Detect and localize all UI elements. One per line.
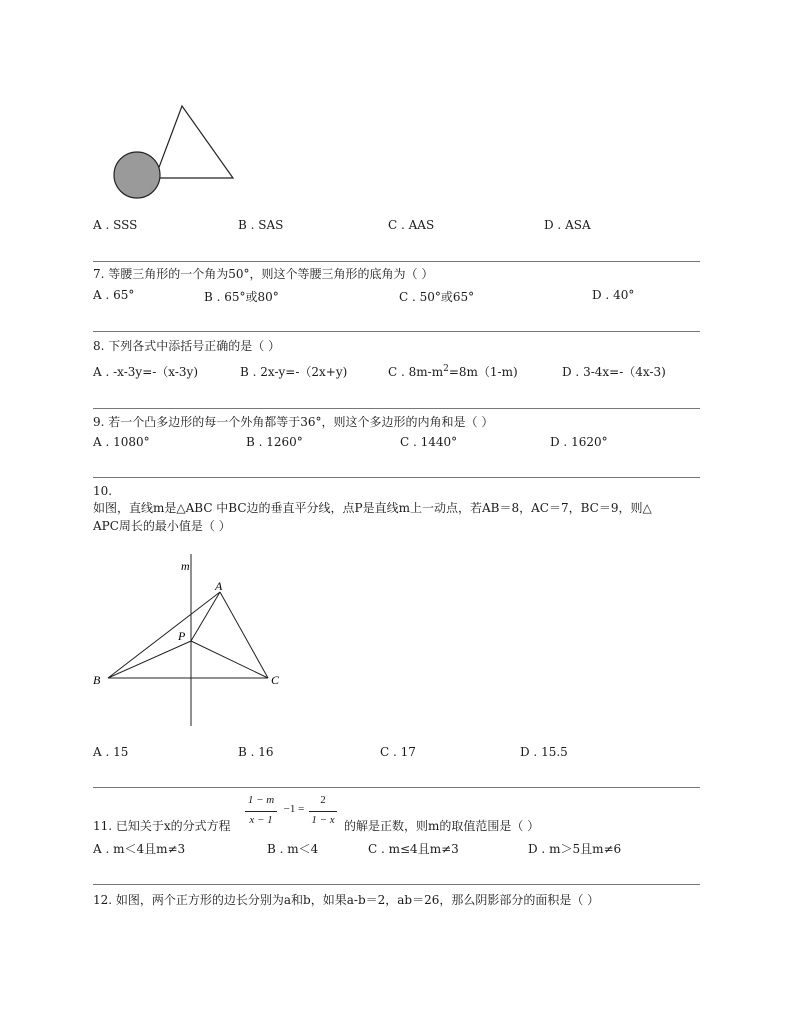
q10-figure <box>88 550 298 730</box>
divider-q12 <box>93 884 700 885</box>
q10-stem-line2: APC周长的最小值是（ ） <box>93 519 231 533</box>
label-b: B <box>93 673 101 687</box>
label-a: A <box>215 579 223 593</box>
q7-stem: 7. 等腰三角形的一个角为50°，则这个等腰三角形的底角为（ ） <box>93 267 434 281</box>
q6-option-c[interactable]: C . AAS <box>388 218 435 232</box>
divider-q10 <box>93 477 700 478</box>
eq-fraction-bar-2 <box>309 811 337 812</box>
q8-option-c-exponent: 2 <box>443 364 449 374</box>
q7-option-d[interactable]: D . 40° <box>592 288 635 302</box>
q11-equation <box>244 794 340 838</box>
q10-option-b[interactable]: B . 16 <box>238 745 274 759</box>
eq-middle: −1 = <box>283 803 305 815</box>
label-p: P <box>178 629 186 643</box>
q9-option-b[interactable]: B . 1260° <box>246 435 303 449</box>
label-c: C <box>271 673 280 687</box>
q10-option-c[interactable]: C . 17 <box>380 745 416 759</box>
q7-option-c[interactable]: C . 50°或65° <box>399 290 475 304</box>
q9-option-c[interactable]: C . 1440° <box>400 435 458 449</box>
divider-q8 <box>93 331 700 332</box>
q6-option-b[interactable]: B . SAS <box>238 218 284 232</box>
q6-figure <box>105 98 245 202</box>
q12-stem: 12. 如图，两个正方形的边长分别为a和b，如果a-b＝2，ab＝26，那么阴影部分的面积是（ ） <box>93 893 600 907</box>
q11-option-c[interactable]: C . m≤4且m≠3 <box>368 842 459 856</box>
q11-option-b[interactable]: B . m＜4 <box>267 842 319 856</box>
q8-option-d[interactable]: D . 3-4x=-（4x-3) <box>562 365 666 379</box>
q6-option-d[interactable]: D . ASA <box>544 218 591 232</box>
q11-stem-prefix: 11. 已知关于x的分式方程 <box>93 819 231 833</box>
q10-number: 10. <box>93 484 113 498</box>
q11-option-a[interactable]: A . m＜4且m≠3 <box>93 842 186 856</box>
q8-option-c[interactable] <box>388 363 518 380</box>
q8-option-a[interactable]: A . -x-3y=-（x-3y) <box>93 365 199 379</box>
q9-option-a[interactable]: A . 1080° <box>93 435 150 449</box>
divider-q11 <box>93 787 700 788</box>
divider-q9 <box>93 408 700 409</box>
q10-option-d[interactable]: D . 15.5 <box>520 745 568 759</box>
q10-stem-line1: 如图，直线m是△ABC 中BC边的垂直平分线，点P是直线m上一动点，若AB＝8，AC＝7，BC＝9，则△ <box>93 501 652 515</box>
segment-ac <box>220 592 268 678</box>
q8-option-c-base: C . 8m-m <box>388 365 444 379</box>
eq-denominator-2: 1 − x <box>311 814 335 826</box>
eq-fraction-bar-1 <box>245 811 277 812</box>
eq-denominator-1: x − 1 <box>249 814 273 826</box>
q8-option-c-rest: =8m（1-m) <box>448 365 518 379</box>
q6-shaded-circle <box>114 152 160 198</box>
segment-ab <box>108 592 220 678</box>
q6-triangle <box>155 106 233 178</box>
eq-numerator-2: 2 <box>320 794 326 806</box>
segment-pa <box>191 592 220 641</box>
q11-stem-suffix: 的解是正数，则m的取值范围是（ ） <box>344 819 540 833</box>
q7-option-a[interactable]: A . 65° <box>93 288 135 302</box>
divider-q7 <box>93 261 700 262</box>
q8-stem: 8. 下列各式中添括号正确的是（ ） <box>93 339 281 353</box>
q11-option-d[interactable]: D . m＞5且m≠6 <box>528 842 622 856</box>
q9-stem: 9. 若一个凸多边形的每一个外角都等于36°，则这个多边形的内角和是（ ） <box>93 415 494 429</box>
q8-option-b[interactable]: B . 2x-y=-（2x+y) <box>240 365 348 379</box>
q10-option-a[interactable]: A . 15 <box>93 745 129 759</box>
q9-option-d[interactable]: D . 1620° <box>550 435 608 449</box>
label-m: m <box>181 559 190 573</box>
segment-pc <box>191 641 268 678</box>
q7-option-b[interactable]: B . 65°或80° <box>204 290 279 304</box>
eq-numerator-1: 1 − m <box>247 794 275 806</box>
q6-option-a[interactable]: A . SSS <box>93 218 138 232</box>
